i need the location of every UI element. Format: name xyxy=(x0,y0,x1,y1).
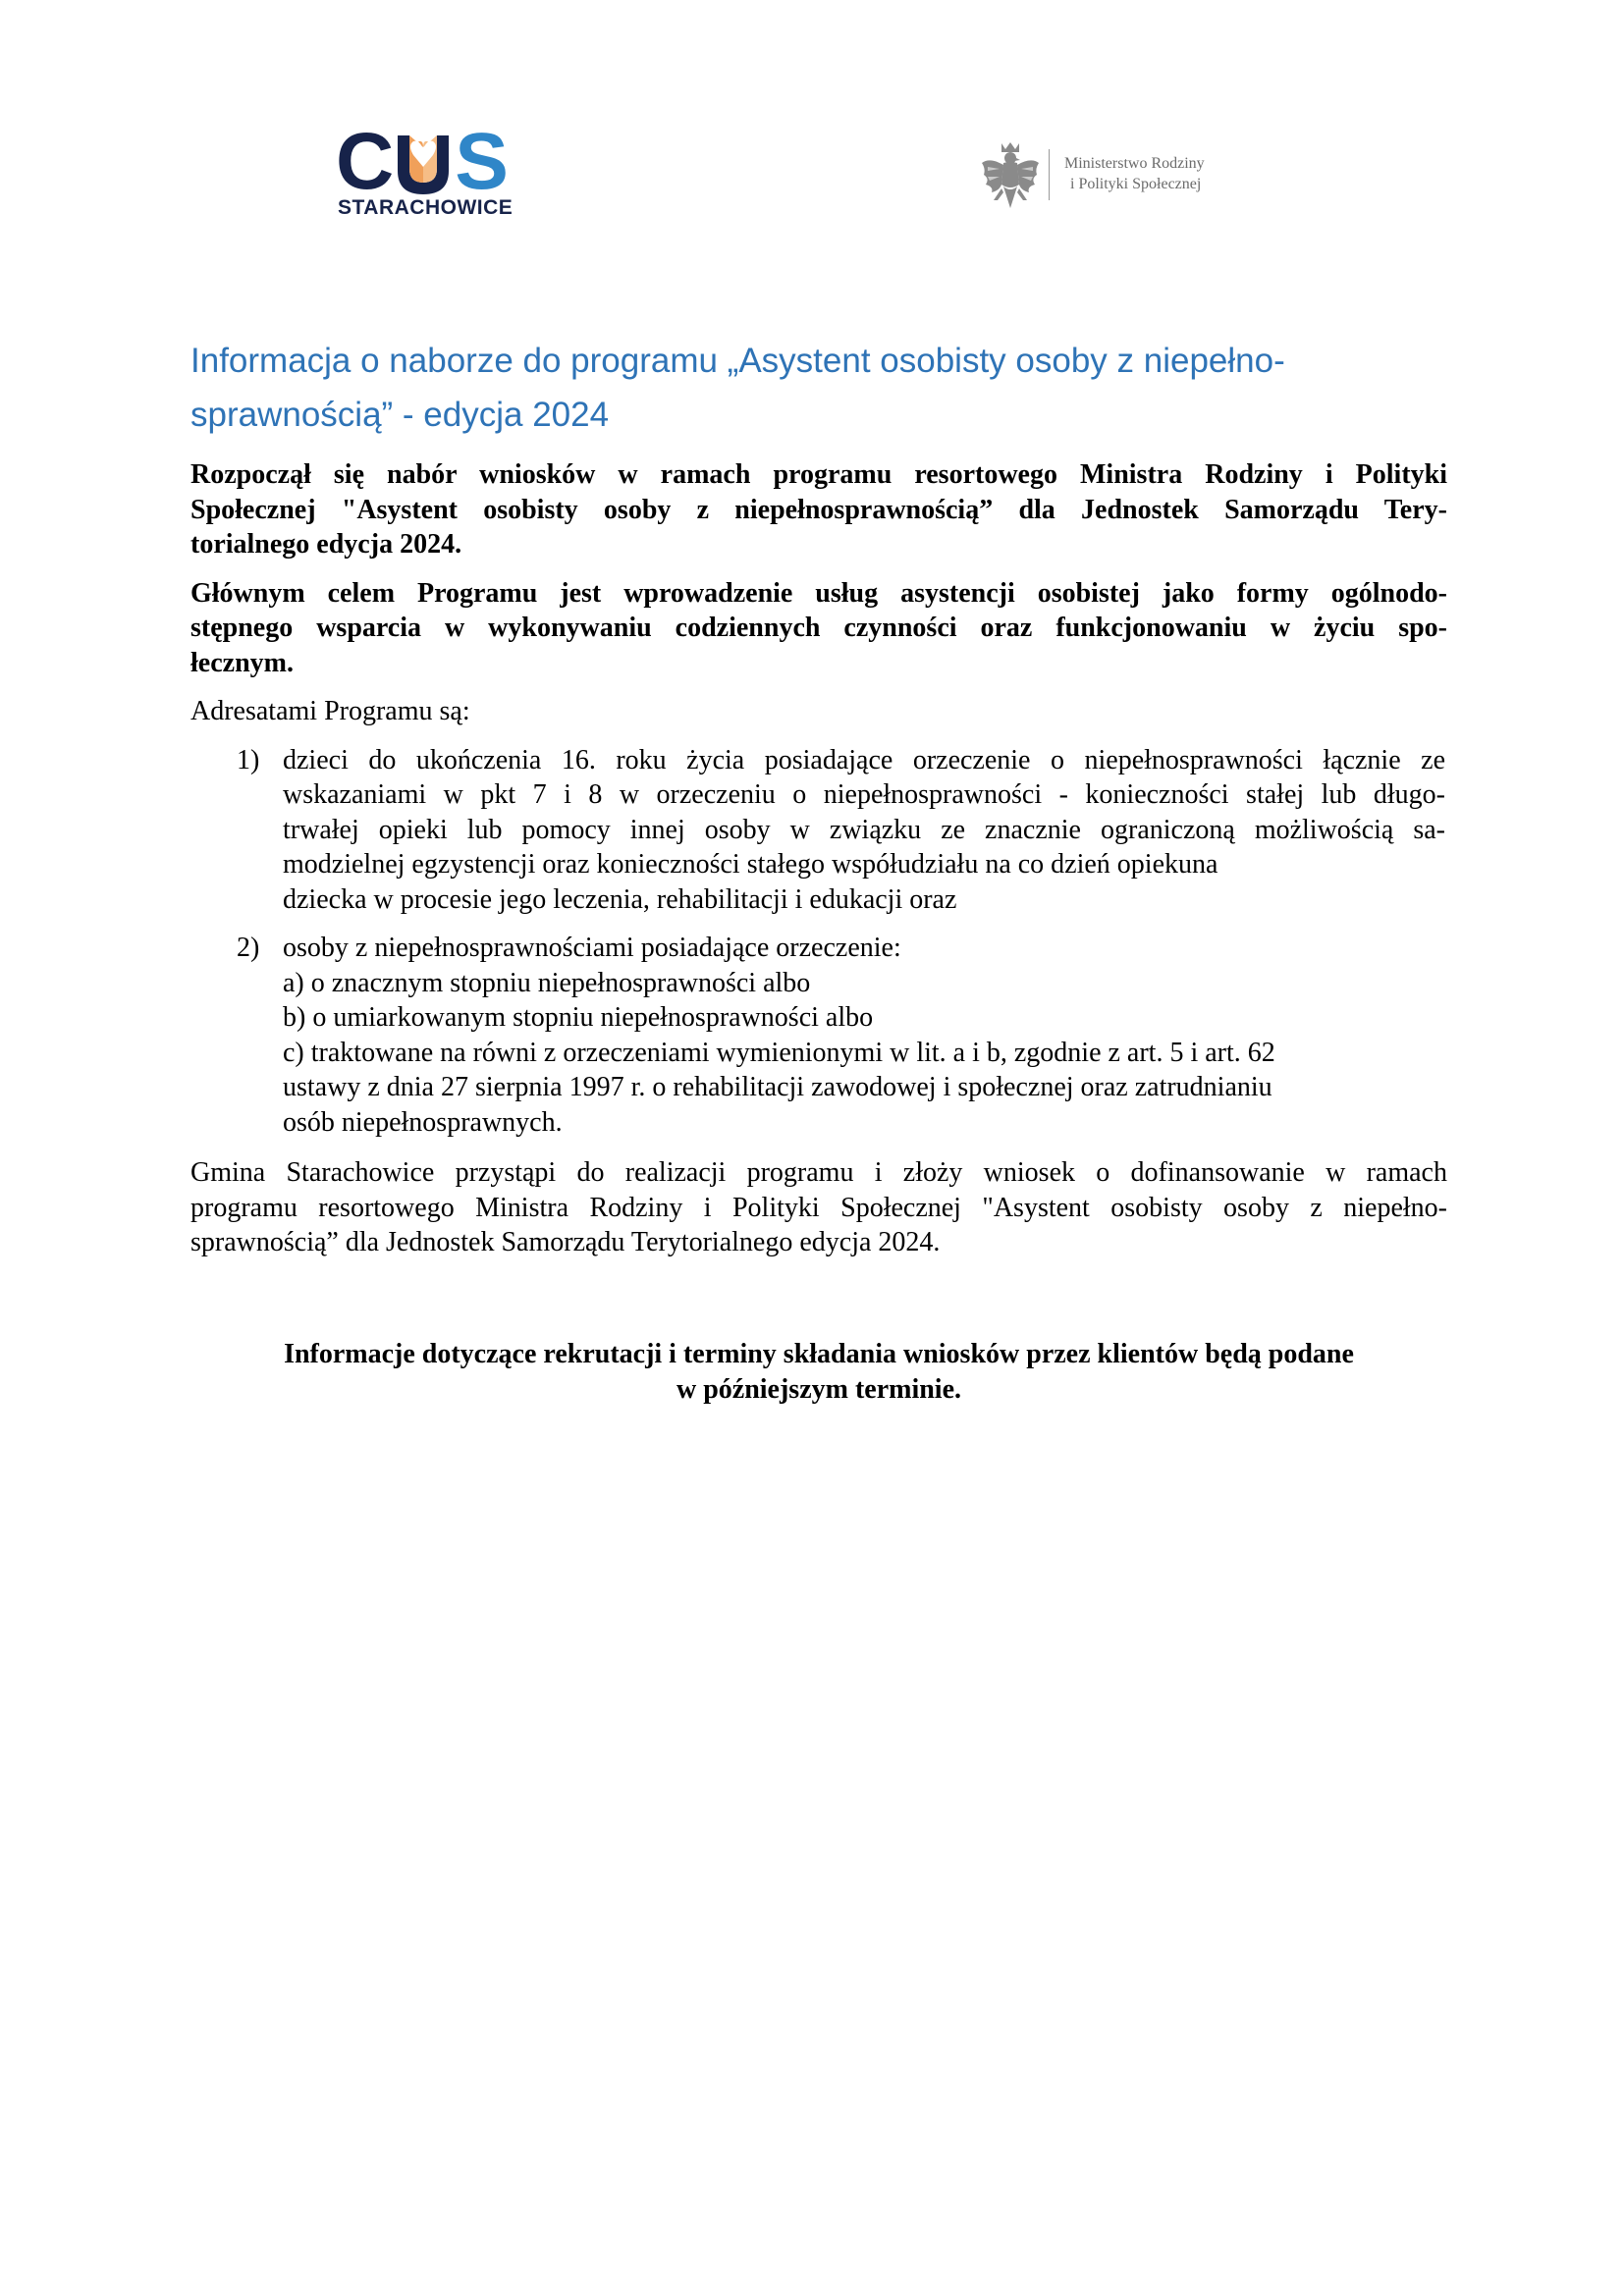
list-item-line: trwałej opieki lub pomocy innej osoby w związku ze znacznie ograniczoną możliwością sa- xyxy=(283,814,1445,845)
list-item-line: osoby z niepełnosprawnościami posiadające orzeczenie: xyxy=(283,933,901,963)
list-item-line: modzielnej egzystencji oraz konieczności stałego współudziału na co dzień opiekuna xyxy=(283,849,1218,880)
gmina-line: sprawnością” dla Jednostek Samorządu Terytorialnego edycja 2024. xyxy=(190,1227,941,1257)
addressees-list xyxy=(190,743,1447,1141)
addressees-intro: Adresatami Programu są: xyxy=(190,696,470,726)
intro-line: Rozpoczął się nabór wniosków w ramach programu resortowego Ministra Rodziny i Polityki xyxy=(190,459,1447,490)
list-item-line: dziecka w procesie jego leczenia, rehabilitacji i edukacji oraz xyxy=(283,883,957,915)
cus-logo-letters xyxy=(336,117,507,206)
document-title-line2: sprawnością” - edycja 2024 xyxy=(190,396,610,434)
goal-paragraph xyxy=(190,576,1447,681)
list-item xyxy=(190,931,1447,1140)
list-item-number: 1) xyxy=(237,744,260,775)
gmina-paragraph xyxy=(190,1155,1447,1260)
cus-logo-letter-s: S xyxy=(455,117,507,206)
goal-line: łecznym. xyxy=(190,647,294,678)
ministry-name-line1: Ministerstwo Rodziny xyxy=(1064,155,1205,172)
final-note-line1: Informacje dotyczące rekrutacji i terminy składania wniosków przez klientów będą podane xyxy=(284,1339,1354,1369)
gmina-line: programu resortowego Ministra Rodziny i Polityki Społecznej "Asystent osobisty osoby z niepełno- xyxy=(190,1192,1447,1223)
list-item-line: dzieci do ukończenia 16. roku życia posiadające orzeczenie o niepełnosprawności łącznie ze xyxy=(283,744,1445,775)
list-item-text xyxy=(283,743,1445,918)
goal-line: Głównym celem Programu jest wprowadzenie usług asystencji osobistej jako formy ogólnodo- xyxy=(190,577,1447,609)
list-item-number: 2) xyxy=(237,933,260,963)
cus-logo-letter-c: C xyxy=(336,117,393,206)
goal-line: stępnego wsparcia w wykonywaniu codziennych czynności oraz funkcjonowaniu w życiu spo- xyxy=(190,613,1447,643)
ministry-name-line2: i Polityki Społecznej xyxy=(1070,176,1202,192)
ministry-logo-divider xyxy=(1049,149,1050,200)
hands-heart-icon xyxy=(394,126,453,198)
list-item xyxy=(190,743,1447,918)
list-item-text xyxy=(283,931,1445,1140)
intro-line: torialnego edycja 2024. xyxy=(190,529,462,560)
gmina-line: Gmina Starachowice przystąpi do realizacji programu i złoży wniosek o dofinansowanie w ramach xyxy=(190,1157,1447,1188)
polish-eagle-icon xyxy=(980,139,1041,214)
list-item-line: wskazaniami w pkt 7 i 8 w orzeczeniu o niepełnosprawności - konieczności stałej lub długo- xyxy=(283,779,1445,810)
document-body xyxy=(190,457,1447,1260)
list-item-line: c) traktowane na równi z orzeczeniami wymienionymi w lit. a i b, zgodnie z art. 5 i art. 62 xyxy=(283,1037,1275,1068)
list-item-line: b) o umiarkowanym stopniu niepełnosprawności albo xyxy=(283,1002,874,1033)
document-title-line1: Informacja o naborze do programu „Asystent osobisty osoby z niepełno- xyxy=(190,342,1285,380)
final-note-line2: w późniejszym terminie. xyxy=(676,1373,962,1405)
final-note xyxy=(190,1337,1447,1407)
list-item-line: osób niepełnosprawnych. xyxy=(283,1106,563,1138)
document-title xyxy=(190,334,1447,442)
cus-logo-subtitle: STARACHOWICE xyxy=(338,196,514,219)
ministry-name xyxy=(1064,153,1205,194)
list-item-line: ustawy z dnia 27 sierpnia 1997 r. o rehabilitacji zawodowej i społecznej oraz zatrudnianiu xyxy=(283,1072,1272,1102)
list-item-line: a) o znacznym stopniu niepełnosprawności albo xyxy=(283,967,811,998)
cus-starachowice-logo xyxy=(336,117,532,220)
ministry-logo xyxy=(980,139,1235,218)
intro-paragraph xyxy=(190,457,1447,562)
intro-line: Społecznej "Asystent osobisty osoby z niepełnosprawnością” dla Jednostek Samorządu Tery- xyxy=(190,494,1447,525)
